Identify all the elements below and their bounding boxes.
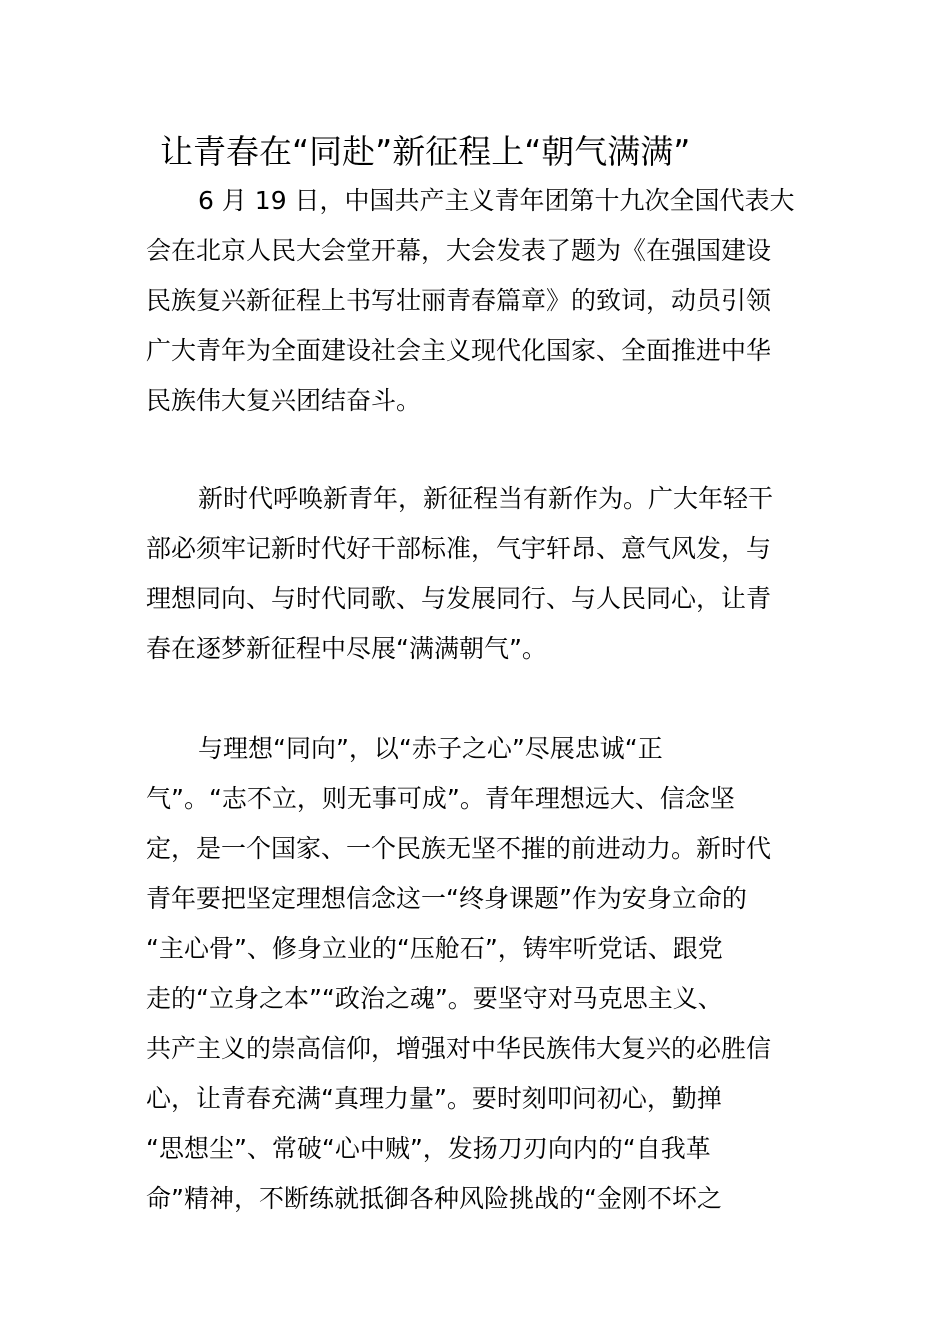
text-line: 气”。“志不立，则无事可成”。青年理想远大、信念坚 bbox=[146, 784, 735, 813]
paragraph-3 bbox=[146, 724, 810, 1224]
document-title: 让青春在“同赴”新征程上“朝气满满” bbox=[160, 132, 691, 171]
text-line: 春在逐梦新征程中尽展“满满朝气”。 bbox=[146, 634, 547, 663]
paragraph-1 bbox=[146, 176, 810, 426]
text-line: 走的“立身之本”“政治之魂”。要坚守对马克思主义、 bbox=[146, 984, 723, 1013]
text-line: 命”精神，不断练就抵御各种风险挑战的“金刚不坏之 bbox=[146, 1184, 722, 1213]
text-line: “思想尘”、常破“心中贼”，发扬刀刃向内的“自我革 bbox=[146, 1134, 711, 1163]
text-line: 民族复兴新征程上书写壮丽青春篇章》的致词，动员引领 bbox=[146, 286, 772, 315]
text-line: 共产主义的崇高信仰，增强对中华民族伟大复兴的必胜信 bbox=[146, 1034, 772, 1063]
text-line: 会在北京人民大会堂开幕，大会发表了题为《在强国建设 bbox=[146, 236, 772, 265]
text-line: 与理想“同向”，以“赤子之心”尽展忠诚“正 bbox=[198, 734, 663, 763]
text-line: 定，是一个国家、一个民族无坚不摧的前进动力。新时代 bbox=[146, 834, 772, 863]
text-line: 部必须牢记新时代好干部标准，气宇轩昂、意气风发，与 bbox=[146, 534, 772, 563]
text-line: “主心骨”、修身立业的“压舱石”，铸牢听党话、跟党 bbox=[146, 934, 723, 963]
text-line: 新时代呼唤新青年，新征程当有新作为。广大年轻干 bbox=[198, 484, 774, 513]
text-line: 6 月 19 日，中国共产主义青年团第十九次全国代表大 bbox=[198, 186, 795, 215]
paragraph-2 bbox=[146, 474, 810, 674]
text-line: 广大青年为全面建设社会主义现代化国家、全面推进中华 bbox=[146, 336, 772, 365]
text-line: 心，让青春充满“真理力量”。要时刻叩问初心，勤掸 bbox=[146, 1084, 722, 1113]
text-line: 青年要把坚定理想信念这一“终身课题”作为安身立命的 bbox=[146, 884, 747, 913]
text-line: 理想同向、与时代同歌、与发展同行、与人民同心，让青 bbox=[146, 584, 772, 613]
text-line: 民族伟大复兴团结奋斗。 bbox=[146, 386, 422, 415]
